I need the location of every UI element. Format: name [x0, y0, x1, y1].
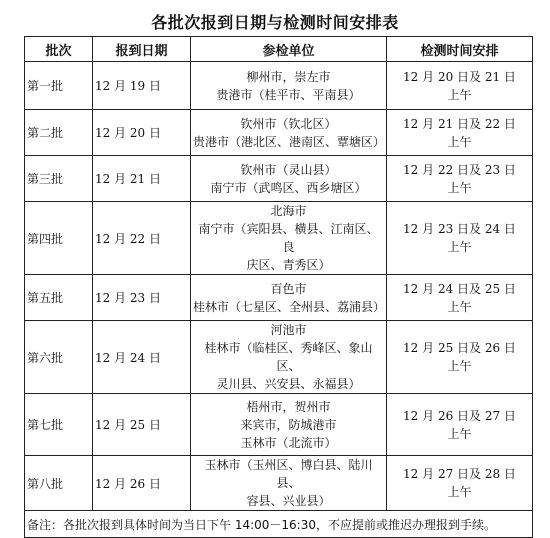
test-time-line: 12 月 23 日及 24 日: [403, 222, 516, 236]
test-time-line: 上午: [447, 180, 472, 195]
schedule-table: [24, 36, 533, 538]
batch-cell: 第三批: [25, 156, 93, 202]
test-time-line: 12 月 22 日及 23 日: [403, 162, 516, 177]
unit-line: 庆区、青秀区）: [246, 258, 331, 272]
unit-line: 来宾市，防城港市: [240, 417, 337, 432]
test-time-cell: [387, 456, 533, 511]
table-row: [25, 110, 533, 156]
batch-cell: 第七批: [25, 394, 93, 456]
unit-line: 柳州市，崇左市: [246, 69, 331, 84]
unit-cell: [191, 321, 387, 394]
unit-line: 贵港市（港北区、港南区、覃塘区）: [193, 134, 386, 149]
test-time-cell: [387, 394, 533, 456]
test-time-line: 12 月 26 日及 27 日: [403, 408, 516, 423]
test-time-line: 12 月 25 日及 26 日: [403, 341, 516, 355]
report-date-cell: 12 月 25 日: [93, 394, 191, 456]
table-body: [25, 62, 533, 511]
batch-cell: 第二批: [25, 110, 93, 156]
table-row: [25, 394, 533, 456]
unit-cell: [191, 202, 387, 275]
unit-line: 南宁市（武鸣区、西乡塘区）: [210, 180, 367, 195]
test-time-line: 上午: [447, 359, 472, 373]
table-row: [25, 456, 533, 511]
table-row: [25, 321, 533, 394]
report-date-cell: 12 月 24 日: [93, 321, 191, 394]
header-batch: 批次: [25, 37, 93, 62]
table-row: [25, 275, 533, 321]
unit-line: 桂林市（七星区、全州县、荔浦县）: [193, 299, 386, 314]
batch-cell: 第六批: [25, 321, 93, 394]
test-time-line: 上午: [447, 426, 472, 441]
unit-line: 钦州市（灵山县）: [240, 162, 337, 177]
test-time-line: 上午: [447, 485, 472, 499]
test-time-line: 上午: [447, 134, 472, 149]
test-time-line: 上午: [447, 87, 472, 102]
unit-line: 百色市: [270, 281, 307, 296]
test-time-line: 12 月 27 日及 28 日: [403, 467, 516, 481]
unit-cell: [191, 62, 387, 110]
test-time-cell: [387, 321, 533, 394]
unit-line: 容县、兴业县）: [246, 494, 331, 508]
table-row: [25, 62, 533, 110]
report-date-cell: 12 月 21 日: [93, 156, 191, 202]
test-time-cell: [387, 202, 533, 275]
unit-line: 玉林市（玉州区、博白县、陆川县、: [204, 458, 373, 490]
unit-line: 贵港市（桂平市、平南县）: [216, 87, 361, 102]
batch-cell: 第五批: [25, 275, 93, 321]
unit-line: 梧州市，贺州市: [246, 399, 331, 414]
header-unit: 参检单位: [191, 37, 387, 62]
table-row: [25, 202, 533, 275]
note-text: 备注：各批次报到具体时间为当日下午 14:00－16:30，不应提前或推迟办理报到手续。: [25, 511, 533, 538]
unit-line: 灵川县、兴安县、永福县）: [216, 377, 361, 391]
note-row: [25, 511, 533, 538]
report-date-cell: 12 月 20 日: [93, 110, 191, 156]
unit-cell: [191, 456, 387, 511]
batch-cell: 第八批: [25, 456, 93, 511]
test-time-cell: [387, 62, 533, 110]
test-time-line: 12 月 20 日及 21 日: [403, 69, 516, 84]
unit-line: 桂林市（临桂区、秀峰区、象山区、: [204, 341, 373, 373]
test-time-cell: [387, 110, 533, 156]
test-time-line: 12 月 24 日及 25 日: [403, 281, 516, 296]
table-row: [25, 156, 533, 202]
unit-cell: [191, 394, 387, 456]
report-date-cell: 12 月 19 日: [93, 62, 191, 110]
report-date-cell: 12 月 22 日: [93, 202, 191, 275]
unit-line: 南宁市（宾阳县、横县、江南区、良: [198, 222, 379, 254]
test-time-line: 12 月 21 日及 22 日: [403, 116, 516, 131]
test-time-cell: [387, 156, 533, 202]
batch-cell: 第四批: [25, 202, 93, 275]
unit-cell: [191, 110, 387, 156]
unit-line: 钦州市（钦北区）: [240, 116, 337, 131]
unit-cell: [191, 156, 387, 202]
test-time-line: 上午: [447, 240, 472, 254]
page-title: 各批次报到日期与检测时间安排表: [151, 13, 399, 32]
unit-line: 北海市: [270, 204, 307, 218]
header-date: 报到日期: [93, 37, 191, 62]
header-test: 检测时间安排: [387, 37, 533, 62]
table-header-row: [25, 37, 533, 62]
unit-cell: [191, 275, 387, 321]
batch-cell: 第一批: [25, 62, 93, 110]
test-time-cell: [387, 275, 533, 321]
unit-line: 河池市: [270, 323, 307, 337]
unit-line: 玉林市（北流市）: [240, 435, 337, 450]
report-date-cell: 12 月 23 日: [93, 275, 191, 321]
report-date-cell: 12 月 26 日: [93, 456, 191, 511]
test-time-line: 上午: [447, 299, 472, 314]
